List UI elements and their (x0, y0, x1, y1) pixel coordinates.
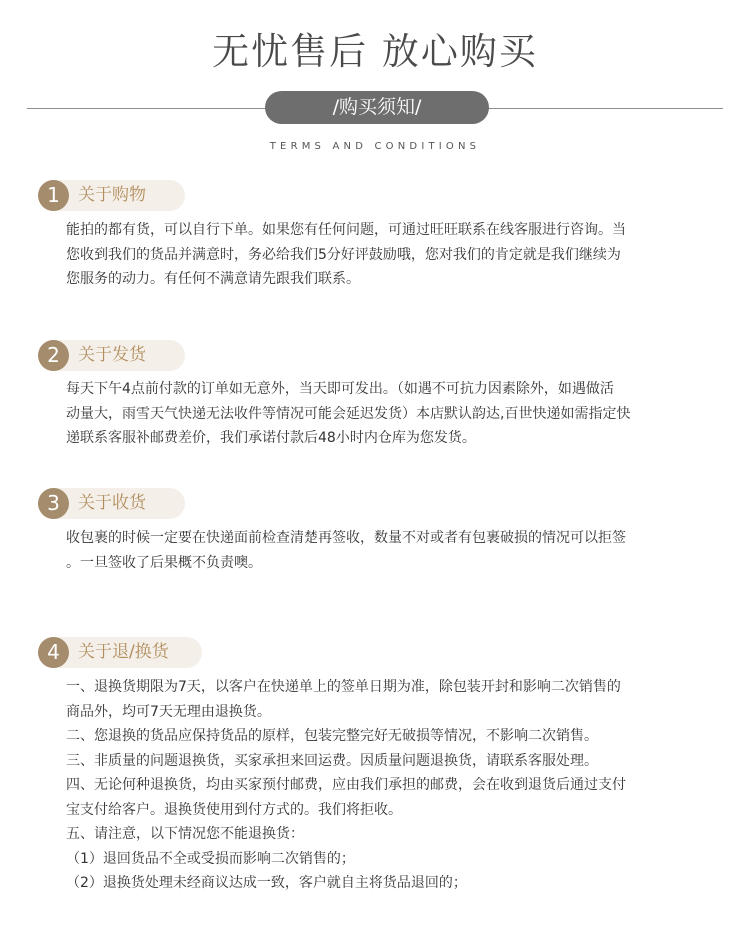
text-line: 收包裹的时候一定要在快递面前检查清楚再签收，数量不对或者有包裹破损的情况可以拒签 (66, 530, 626, 546)
terms-subtitle: TERMS AND CONDITIONS (269, 141, 481, 152)
text-line: 宝支付给客户。退换货使用到付方式的。我们将拒收。 (66, 801, 402, 818)
text-line: （2）退换货处理未经商议达成一致，客户就自主将货品退回的； (66, 875, 467, 891)
text-line: （1）退回货品不全或受损而影响二次销售的； (66, 850, 355, 867)
section-title: 关于收货 (78, 493, 146, 513)
text-line: 您服务的动力。有任何不满意请先跟我们联系。 (66, 271, 360, 287)
section-number-badge: 2 (38, 340, 69, 371)
text-line: 四、无论何种退换货，均由买家预付邮费，应由我们承担的邮费，会在收到退货后通过支付 (66, 777, 626, 793)
section-title: 关于发货 (78, 345, 146, 365)
main-title: 无忧售后 放心购买 (212, 30, 538, 73)
section-title: 关于退/换货 (78, 642, 169, 662)
text-line: 一、退换货期限为7天，以客户在快递单上的签单日期为准，除包装开封和影响二次销售的 (66, 679, 621, 695)
text-line: 。一旦签收了后果概不负责噢。 (66, 554, 262, 571)
text-line: 动量大，雨雪天气快递无法收件等情况可能会延迟发货）本店默认韵达,百世快递如需指定快 (66, 405, 631, 422)
text-line: 能拍的都有货，可以自行下单。如果您有任何问题，可通过旺旺联系在线客服进行咨询。当 (66, 222, 626, 238)
section-title: 关于购物 (78, 185, 146, 205)
section-number-badge: 3 (38, 488, 69, 519)
text-line: 您收到我们的货品并满意时，务必给我们5分好评鼓励哦，您对我们的肯定就是我们继续为 (66, 246, 621, 263)
section-body-shopping (66, 218, 706, 292)
text-line: 三、非质量的问题退换货，买家承担来回运费。因质量问题退换货，请联系客服处理。 (66, 752, 598, 769)
section-body-receiving (66, 526, 706, 575)
section-number-badge: 4 (38, 637, 69, 668)
text-line: 五、请注意，以下情况您不能退换货： (66, 826, 304, 842)
text-line: 二、您退换的货品应保持货品的原样，包装完整完好无破损等情况，不影响二次销售。 (66, 728, 598, 744)
text-line: 每天下午4点前付款的订单如无意外，当天即可发出。（如遇不可抗力因素除外，如遇做活 (66, 381, 614, 397)
purchase-notice-pill: /购买须知/ (265, 91, 489, 124)
section-body-returns (66, 675, 706, 896)
text-line: 递联系客服补邮费差价，我们承诺付款后48小时内仓库为您发货。 (66, 430, 476, 446)
section-number-badge: 1 (38, 180, 69, 211)
text-line: 商品外，均可7天无理由退换货。 (66, 703, 271, 720)
section-body-shipping (66, 377, 706, 451)
